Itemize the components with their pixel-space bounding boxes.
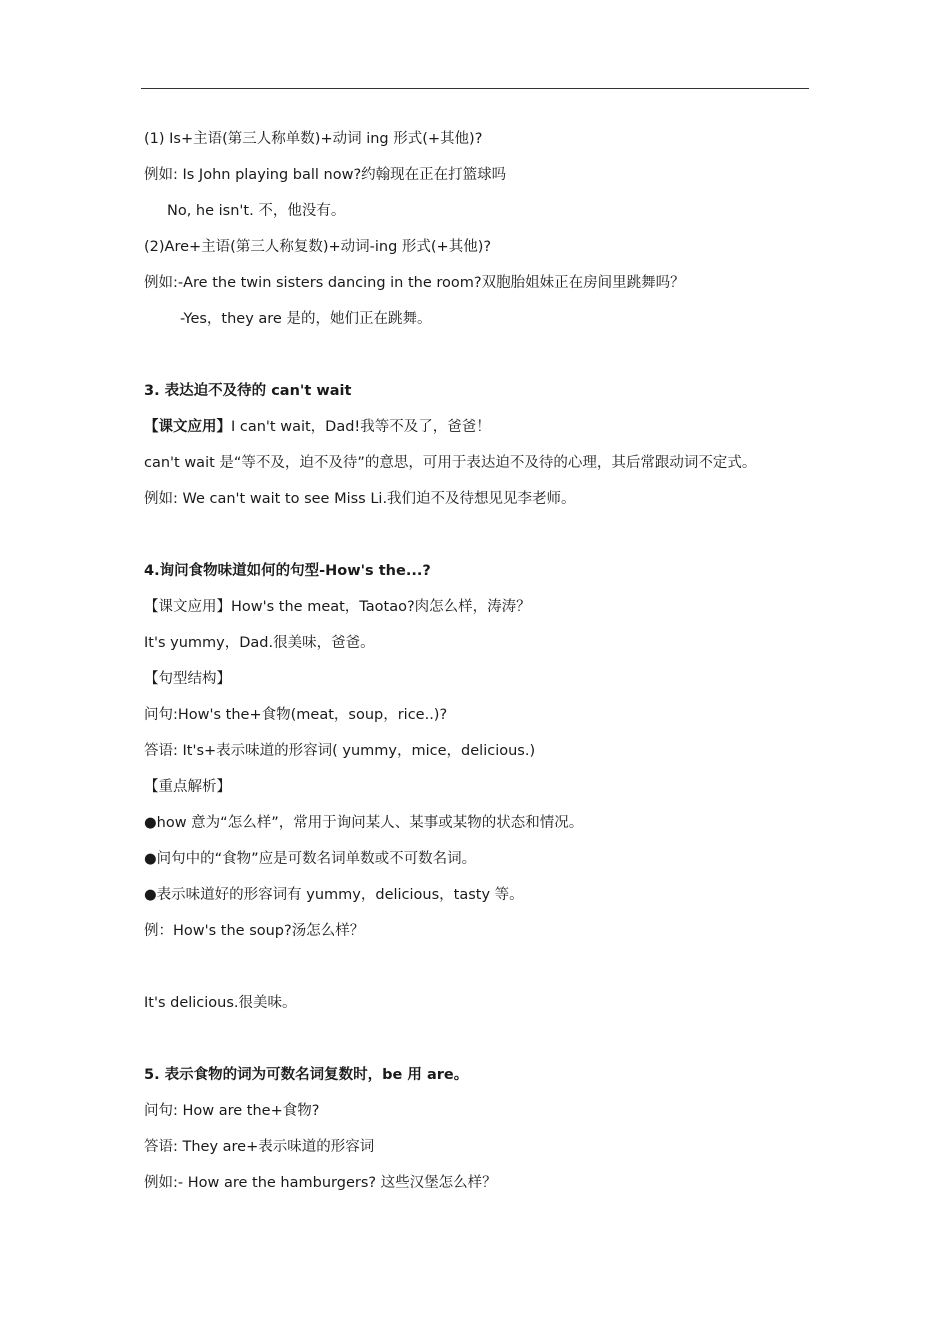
key-point-3: ●表示味道好的形容词有 yummy，delicious，tasty 等。 [144,887,524,903]
example-1: 例如: Is John playing ball now?约翰现在正在打篮球吗 [144,167,507,183]
document-body [144,128,809,1208]
lesson-application-4: 【课文应用】How's the meat，Taotao?肉怎么样，涛涛？ [144,599,531,615]
key-point-1: ●how 意为“怎么样”，常用于询问某人、某事或某物的状态和情况。 [144,815,584,831]
section-heading-4: 4.询问食物味道如何的句型-How's the...? [144,563,431,579]
lesson-application-tag: 【课文应用】 [144,419,231,435]
header-rule [141,88,809,89]
question-pattern-5: 问句: How are the+食物? [144,1103,320,1119]
sentence-structure-label: 【句型结构】 [144,671,231,687]
lesson-application-3 [144,416,809,452]
example-2-answer: -Yes，they are 是的，她们正在跳舞。 [180,311,432,327]
spacer [144,344,809,380]
section-heading-3: 3. 表达迫不及待的 can't wait [144,383,352,399]
example-1-answer: No, he isn't. 不，他没有。 [167,203,346,219]
spacer [144,1028,809,1064]
example-4-answer: It's delicious.很美味。 [144,995,297,1011]
answer-pattern-4: 答语: It's+表示味道的形容词( yummy，mice，delicious.) [144,743,536,759]
example-2: 例如:-Are the twin sisters dancing in the room?双胞胎姐妹正在房间里跳舞吗？ [144,275,685,291]
question-form-2: (2)Are+主语(第三人称复数)+动词-ing 形式(+其他)? [144,239,492,255]
key-points-label: 【重点解析】 [144,779,231,795]
explanation-3: can't wait 是“等不及，迫不及待”的意思，可用于表达迫不及待的心理，其后常跟动词不定式。 [144,455,757,471]
spacer [144,956,809,992]
question-pattern-4: 问句:How's the+食物(meat，soup，rice..)? [144,707,448,723]
section-heading-5: 5. 表示食物的词为可数名词复数时，be 用 are。 [144,1067,469,1083]
key-point-2: ●问句中的“食物”应是可数名词单数或不可数名词。 [144,851,477,867]
answer-pattern-5: 答语: They are+表示味道的形容词 [144,1139,375,1155]
lesson-application-4-answer: It's yummy，Dad.很美味，爸爸。 [144,635,375,651]
example-3: 例如: We can't wait to see Miss Li.我们迫不及待想见见李老师。 [144,491,576,507]
lesson-application-text: I can't wait，Dad!我等不及了，爸爸！ [231,419,491,435]
example-5: 例如:- How are the hamburgers? 这些汉堡怎么样？ [144,1175,497,1191]
example-4: 例：How's the soup?汤怎么样？ [144,923,365,939]
spacer [144,524,809,560]
question-form-1: (1) Is+主语(第三人称单数)+动词 ing 形式(+其他)? [144,131,483,147]
